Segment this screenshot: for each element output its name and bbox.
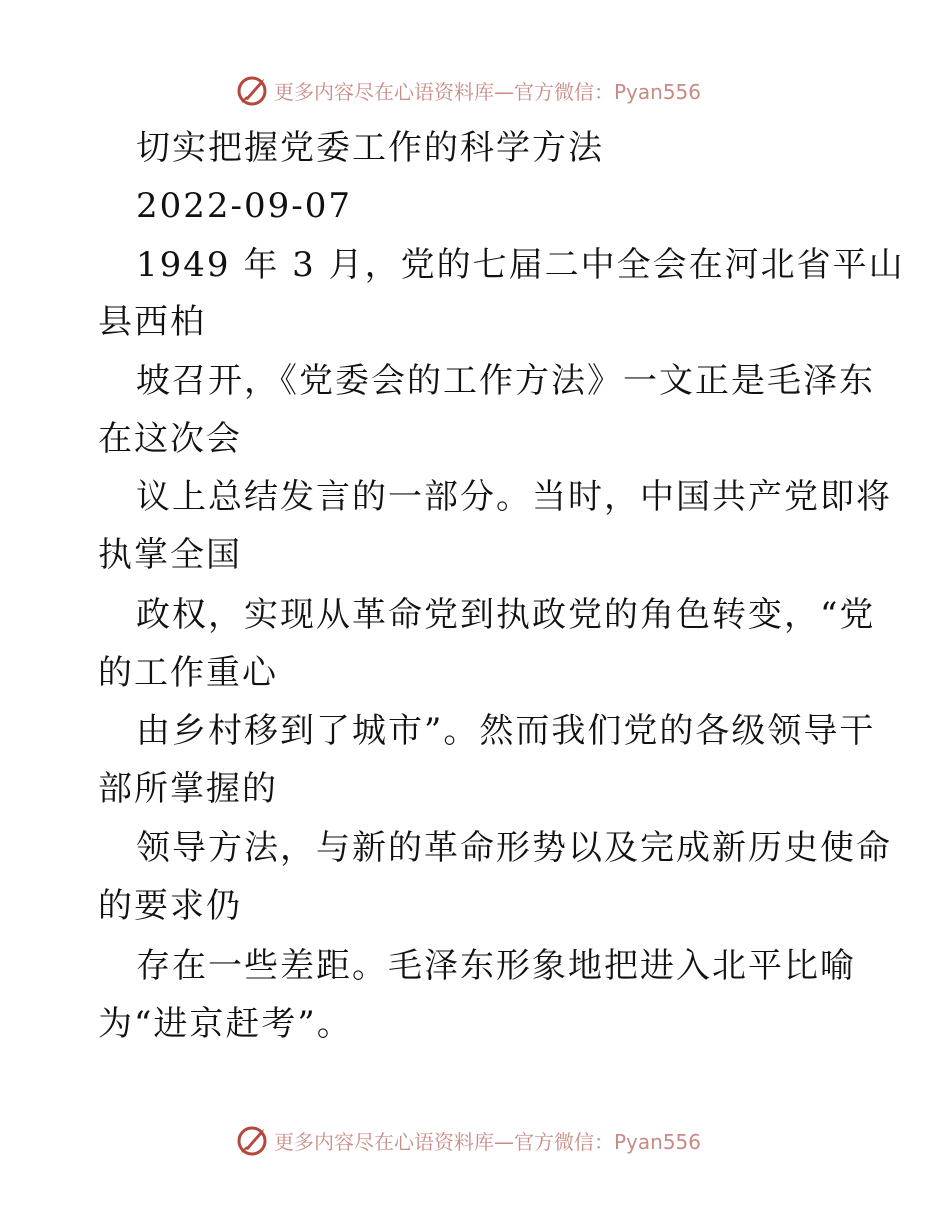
watermark-text: 更多内容尽在心语资料库—官方微信：Pyan556 [274, 1129, 702, 1154]
paragraph-line: 1949 年 3 月，党的七届二中全会在河北省平山 [136, 245, 905, 285]
paragraph-line: 领导方法，与新的革命形势以及完成新历史使命 [136, 828, 892, 868]
footer-watermark [236, 1122, 701, 1158]
paragraph-line: 政权，实现从革命党到执政党的角色转变，“党 [136, 595, 876, 635]
paragraph-line: 的要求仍 [98, 886, 242, 926]
paragraph-line: 执掌全国 [98, 535, 242, 575]
paragraph-line: 议上总结发言的一部分。当时，中国共产党即将 [136, 477, 892, 517]
paragraph-line: 部所掌握的 [98, 769, 278, 809]
paragraph-line: 坡召开，《党委会的工作方法》一文正是毛泽东 [136, 361, 875, 401]
document-title: 切实把握党委工作的科学方法 [136, 128, 604, 168]
paragraph-line: 由乡村移到了城市”。然而我们党的各级领导干 [136, 711, 876, 751]
quill-logo-icon [236, 1123, 270, 1157]
paragraph-line: 在这次会 [98, 419, 242, 459]
header-watermark [236, 72, 701, 108]
paragraph-line: 为“进京赶考”。 [98, 1004, 353, 1044]
paragraph-line: 的工作重心 [98, 653, 278, 693]
quill-logo-icon [236, 73, 270, 107]
watermark-text: 更多内容尽在心语资料库—官方微信：Pyan556 [274, 79, 702, 104]
document-date: 2022-09-07 [136, 186, 353, 226]
paragraph-line: 存在一些差距。毛泽东形象地把进入北平比喻 [136, 946, 856, 986]
paragraph-line: 县西柏 [98, 302, 206, 342]
